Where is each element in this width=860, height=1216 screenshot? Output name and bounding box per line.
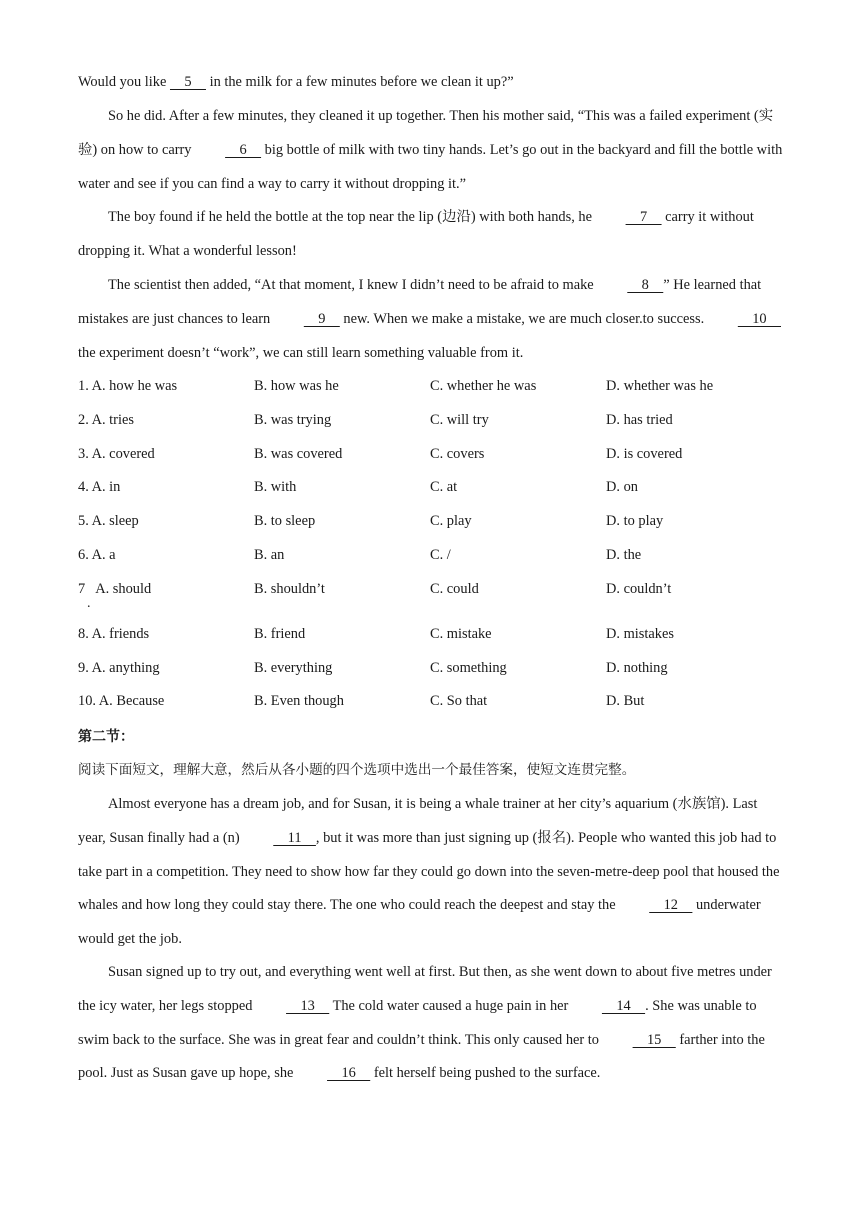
section-instruction: 阅读下面短文，理解大意，然后从各小题的四个选项中选出一个最佳答案，使短文连贯完整。 <box>78 762 636 778</box>
text: underwater would get the job. <box>78 897 761 948</box>
option-c: C. whether he was <box>430 378 537 394</box>
option-b: B. friend <box>254 625 306 642</box>
option-a: 8. A. friends <box>78 625 150 642</box>
section-title: 第二节： <box>78 729 134 745</box>
option-a: 6. A. a <box>78 546 116 563</box>
option-c: C. mistake <box>430 625 492 642</box>
option-row <box>78 471 783 505</box>
text: The scientist then added, “At that moment, I knew I didn’t need to be afraid to make <box>108 277 598 293</box>
passage1-paragraph-1 <box>78 66 783 100</box>
text: felt herself being pushed to the surface. <box>370 1065 601 1082</box>
option-row <box>78 618 783 652</box>
option-d: D. has tried <box>606 411 673 428</box>
option-a: 10. A. Because <box>78 693 165 710</box>
blank-6: 6 <box>225 141 262 158</box>
option-row <box>78 652 783 686</box>
option-b: B. everything <box>254 659 333 676</box>
passage2-paragraph-1 <box>78 788 783 957</box>
text: in the milk for a few minutes before we clean it up?” <box>205 74 514 90</box>
option-b: B. with <box>254 479 297 496</box>
option-row <box>78 539 783 573</box>
option-d: D. is covered <box>606 445 683 462</box>
option-d: D. to play <box>606 513 664 530</box>
blank-14: 14 <box>601 997 646 1014</box>
option-a: 3. A. covered <box>78 445 155 462</box>
text: Susan signed up to try out, and everything went well at first. But then, as she went down to about five metres under the icy water, her legs stopped <box>78 964 772 1014</box>
option-d: D. couldn’t <box>606 580 672 597</box>
option-row <box>78 505 783 539</box>
option-c: C. / <box>430 546 451 563</box>
option-d: D. the <box>606 546 642 563</box>
option-c: C. something <box>430 659 507 676</box>
text: new. When we make a mistake, we are much closer.to success. <box>339 310 708 327</box>
option-b: B. how was he <box>254 378 339 394</box>
option-d: D. on <box>606 479 638 496</box>
text: big bottle of milk with two tiny hands. Let’s go out in the backyard and fill the bottle with water and see if you can find a way to carry it without dropping it.” <box>78 141 783 192</box>
option-row <box>78 685 783 719</box>
option-row <box>78 370 783 404</box>
option-a: 7 A. should <box>78 580 152 597</box>
options-table <box>78 370 783 719</box>
option-d: D. But <box>606 693 645 710</box>
option-b: B. was covered <box>254 445 343 462</box>
passage1-paragraph-3 <box>78 201 783 269</box>
option-b: B. Even though <box>254 693 344 710</box>
option-c: C. So that <box>430 693 488 710</box>
text: carry it without dropping it. What a wonderful lesson! <box>78 209 754 259</box>
option-d: D. nothing <box>606 659 668 676</box>
option-b: B. was trying <box>254 411 332 428</box>
passage1-paragraph-2 <box>78 100 783 201</box>
option-b: B. an <box>254 546 285 563</box>
option-a: 9. A. anything <box>78 659 160 676</box>
option-c: C. at <box>430 479 458 496</box>
option-b: B. to sleep <box>254 513 316 530</box>
blank-11: 11 <box>273 829 316 846</box>
passage2-paragraph-2 <box>78 956 783 1091</box>
option-row <box>78 404 783 438</box>
option-c: C. covers <box>430 445 485 462</box>
blank-10: 10 <box>737 310 781 327</box>
passage1-paragraph-4 <box>78 269 783 370</box>
blank-12: 12 <box>649 897 693 914</box>
text: Would you like <box>78 74 170 90</box>
option-a: 5. A. sleep <box>78 513 139 530</box>
option-a: 2. A. tries <box>78 411 134 428</box>
text: farther into the pool. Just as Susan gave up hope, she <box>78 1031 765 1082</box>
text: the experiment doesn’t “work”, we can still learn something valuable from it. <box>78 344 524 361</box>
text: , but it was more than just signing up (报名). People who wanted this job had to take part in a competition. They need to show how far they could go down into the seven-metre-deep pool that housed the whales and how long they could stay there. The one who could reach the deepest and stay the <box>78 829 780 914</box>
text: ” He learned that mistakes are just chances to learn <box>78 277 762 327</box>
blank-5: 5 <box>169 74 206 90</box>
option-c: C. will try <box>430 411 489 428</box>
option-d: D. mistakes <box>606 625 674 642</box>
option-a: 1. A. how he was <box>78 378 178 394</box>
stray-dot: . <box>87 595 91 611</box>
text: . She was unable to swim back to the surface. She was in great fear and couldn’t think. This only caused her to <box>78 997 757 1048</box>
option-c: C. play <box>430 513 472 530</box>
option-b: B. shouldn’t <box>254 580 325 597</box>
option-d: D. whether was he <box>606 378 714 394</box>
option-c: C. could <box>430 580 479 597</box>
blank-9: 9 <box>303 310 340 327</box>
blank-7: 7 <box>625 209 662 225</box>
blank-16: 16 <box>327 1065 371 1082</box>
option-a: 4. A. in <box>78 479 121 496</box>
text: The cold water caused a huge pain in her <box>329 997 572 1014</box>
blank-13: 13 <box>286 997 330 1014</box>
text: So he did. After a few minutes, they cleaned it up together. Then his mother said, “This was a failed experiment (实验) on how to carry <box>78 108 774 158</box>
option-row <box>78 438 783 472</box>
text: Almost everyone has a dream job, and for Susan, it is being a whale trainer at her city’s aquarium (水族馆). Last year, Susan finally had a (n) <box>78 796 758 846</box>
blank-15: 15 <box>632 1031 676 1048</box>
text: The boy found if he held the bottle at the top near the lip (边沿) with both hands, he <box>108 209 596 225</box>
blank-8: 8 <box>627 277 664 293</box>
option-row <box>78 573 783 618</box>
